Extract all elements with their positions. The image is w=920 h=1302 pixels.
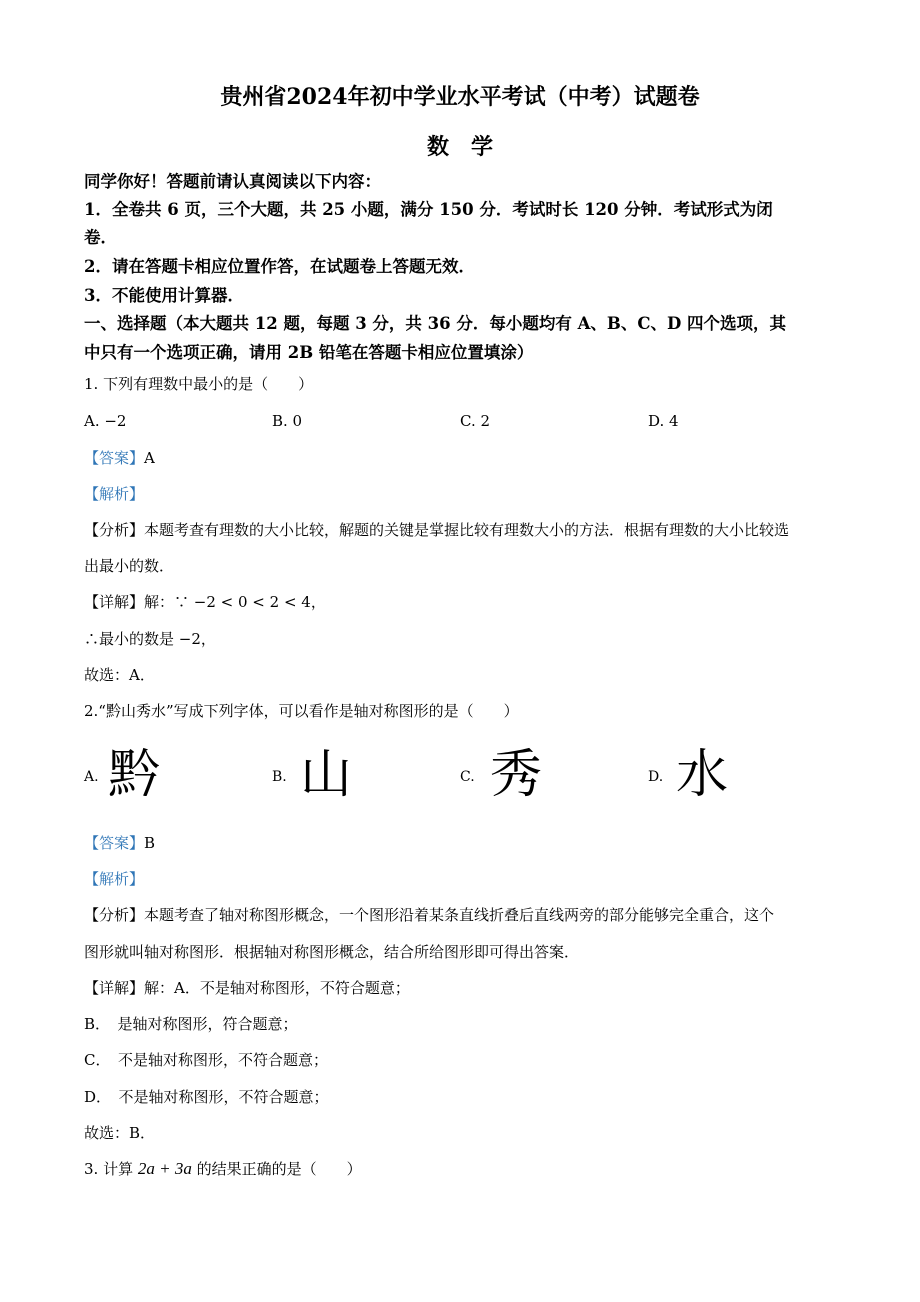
q1-option-d: D. 4 (648, 412, 679, 430)
q2-detail-b: B． 是轴对称图形，符合题意； (84, 1015, 298, 1033)
q2-analysis-label: 【解析】 (84, 870, 145, 888)
q2-detail-c: C． 不是轴对称图形，不符合题意； (84, 1051, 328, 1069)
section-heading-cont: 中只有一个选项正确，请用 2B 铅笔在答题卡相应位置填涂） (84, 343, 534, 362)
q1-option-a: A. −2 (84, 412, 127, 430)
notice-item-2: 2．请在答题卡相应位置作答，在试题卷上答题无效． (84, 257, 475, 276)
q2-option-b-glyph: 山 (300, 745, 353, 805)
q1-fenxi: 【分析】本题考查有理数的大小比较，解题的关键是掌握比较有理数大小的方法．根据有理数的大小比较选 (84, 521, 790, 539)
subject-title: 数 学 (426, 134, 493, 160)
answer-value: B (144, 834, 156, 852)
q1-fenxi-cont: 出最小的数． (84, 557, 175, 575)
q1-detail: 【详解】解：∵ −2 < 0 < 2 < 4， (84, 593, 326, 611)
q2-option-d-label: D. (648, 769, 664, 785)
q1-option-c: C. 2 (460, 412, 491, 430)
page-title: 贵州省2024年初中学业水平考试（中考）试题卷 (220, 84, 700, 110)
q2-fenxi-cont: 图形就叫轴对称图形．根据轴对称图形概念，结合所给图形即可得出答案． (84, 943, 580, 961)
answer-label: 【答案】 (84, 449, 145, 467)
notice-item-1: 1．全卷共 6 页，三个大题，共 25 小题，满分 150 分．考试时长 120 分钟．考试形式为闭 (84, 200, 773, 219)
notice-item-3: 3．不能使用计算器． (84, 286, 244, 305)
answer-value: A (144, 449, 155, 467)
q3-expression: 2a + 3a (137, 1159, 192, 1178)
notice-greeting: 同学你好！答题前请认真阅读以下内容： (84, 172, 381, 191)
q2-answer (84, 833, 155, 853)
q2-option-d-glyph: 水 (676, 745, 729, 805)
q2-conclusion: 故选：B． (84, 1124, 156, 1142)
q2-option-a-glyph: 黔 (108, 745, 161, 805)
q2-option-c-label: C. (460, 769, 475, 785)
q2-option-b-label: B. (272, 769, 287, 785)
question-2-stem: 2.“黔山秀水”写成下列字体，可以看作是轴对称图形的是（ ） (84, 702, 519, 720)
q3-prefix: 3. 计算 (84, 1160, 138, 1178)
q2-option-c-glyph: 秀 (490, 745, 543, 805)
q2-detail-a: 【详解】解：A．不是轴对称图形，不符合题意； (84, 979, 410, 997)
q1-detail-cont: ∴最小的数是 −2， (84, 630, 216, 648)
answer-label: 【答案】 (84, 834, 145, 852)
q2-option-a-label: A. (84, 769, 99, 785)
q1-conclusion: 故选：A． (84, 666, 155, 684)
q2-detail-d: D． 不是轴对称图形，不符合题意； (84, 1088, 329, 1106)
section-heading: 一、选择题（本大题共 12 题，每题 3 分，共 36 分．每小题均有 A、B、C、D 四个选项，其 (84, 314, 787, 333)
q1-option-b: B. 0 (272, 412, 303, 430)
question-3-stem (84, 1159, 362, 1179)
q2-fenxi: 【分析】本题考查了轴对称图形概念，一个图形沿着某条直线折叠后直线两旁的部分能够完全重合，这个 (84, 906, 775, 924)
question-1-stem: 1. 下列有理数中最小的是（ ） (84, 375, 314, 393)
q3-suffix: 的结果正确的是（ ） (191, 1160, 362, 1178)
notice-item-1-cont: 卷． (84, 228, 117, 247)
q1-answer (84, 448, 155, 468)
q1-analysis-label: 【解析】 (84, 485, 145, 503)
